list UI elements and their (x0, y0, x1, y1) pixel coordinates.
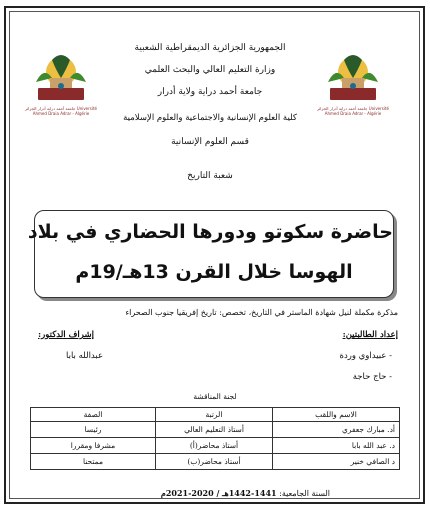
header-line-university: جامعة أحمد دراية ولاية أدرار (157, 87, 263, 97)
student-name-2: - حاج حاجة (352, 372, 392, 382)
academic-year-value: 1441-1442هـ / 2020-2021م (160, 488, 277, 498)
logo-emblem (36, 55, 86, 100)
header-line-republic: الجمهورية الجزائرية الديمقراطية الشعبية (134, 43, 286, 53)
member-rank: أستاذ التعليم العالي (156, 422, 273, 438)
university-logo-right (322, 48, 384, 106)
member-role: ممتحنا (31, 454, 156, 470)
header-role: الصفة (31, 408, 156, 422)
table-row (31, 454, 400, 470)
logo-caption-left: جامعة أحمد دراية أدرار الجزائر Université Ahmed Draia Adrar - Algérie (24, 106, 98, 116)
ground-icon (38, 88, 84, 100)
thesis-title-line-1: حاضرة سكوتو ودورها الحضاري في بلاد (27, 221, 393, 243)
student-name-1: - عبيداوي وردة (339, 351, 392, 361)
figure-icon (350, 83, 356, 89)
committee-table (30, 407, 400, 470)
academic-year-label: السنة الجامعية: (279, 489, 330, 498)
logo-emblem (328, 55, 378, 100)
student-name-text: حاج حاجة (352, 372, 387, 382)
thesis-title-box (27, 210, 394, 298)
memo-note: مذكرة مكملة لنيل شهادة الماستر في التاريخ، تخصص: تاريخ إفريقيا جنوب الصحراء (125, 308, 398, 317)
member-role: مشرفا ومقررا (31, 438, 156, 454)
figure-icon (58, 83, 64, 89)
header-rank: الرتبة (156, 408, 273, 422)
table-row (31, 438, 400, 454)
member-role: رئيسا (31, 422, 156, 438)
header-line-department: قسم العلوم الإنسانية (171, 137, 249, 147)
header-line-faculty: كلية العلوم الإنسانية والاجتماعية والعلوم الإسلامية (123, 113, 297, 123)
header-line-branch: شعبة التاريخ (187, 171, 233, 181)
member-name: أد. مبارك جعفري (273, 422, 400, 438)
logo-caption-right: جامعة أحمد دراية أدرار الجزائر Université Ahmed Draia Adrar - Algérie (316, 106, 390, 116)
students-heading: إعداد الطالبتين: (342, 330, 398, 340)
committee-title: لجنة المناقشة (193, 392, 237, 401)
supervisor-name: عبدالله بابا (66, 351, 104, 361)
table-header-row (31, 408, 400, 422)
member-rank: أستاذ محاضر(ب) (156, 454, 273, 470)
member-name: د الصافي خنير (273, 454, 400, 470)
header-name: الاسم واللقب (273, 408, 400, 422)
university-logo-left (30, 48, 92, 106)
student-name-text: عبيداوي وردة (339, 351, 387, 361)
header-line-ministry: وزارة التعليم العالي والبحث العلمي (144, 65, 276, 75)
academic-year (161, 488, 330, 498)
thesis-title-line-2: الهوسا خلال القرن 13هـ/19م (75, 261, 353, 283)
table-row (31, 422, 400, 438)
ground-icon (330, 88, 376, 100)
supervisor-heading: إشراف الدكتور: (38, 330, 94, 340)
member-name: د. عبد الله بابا (273, 438, 400, 454)
member-rank: أستاذ محاضر(أ) (156, 438, 273, 454)
